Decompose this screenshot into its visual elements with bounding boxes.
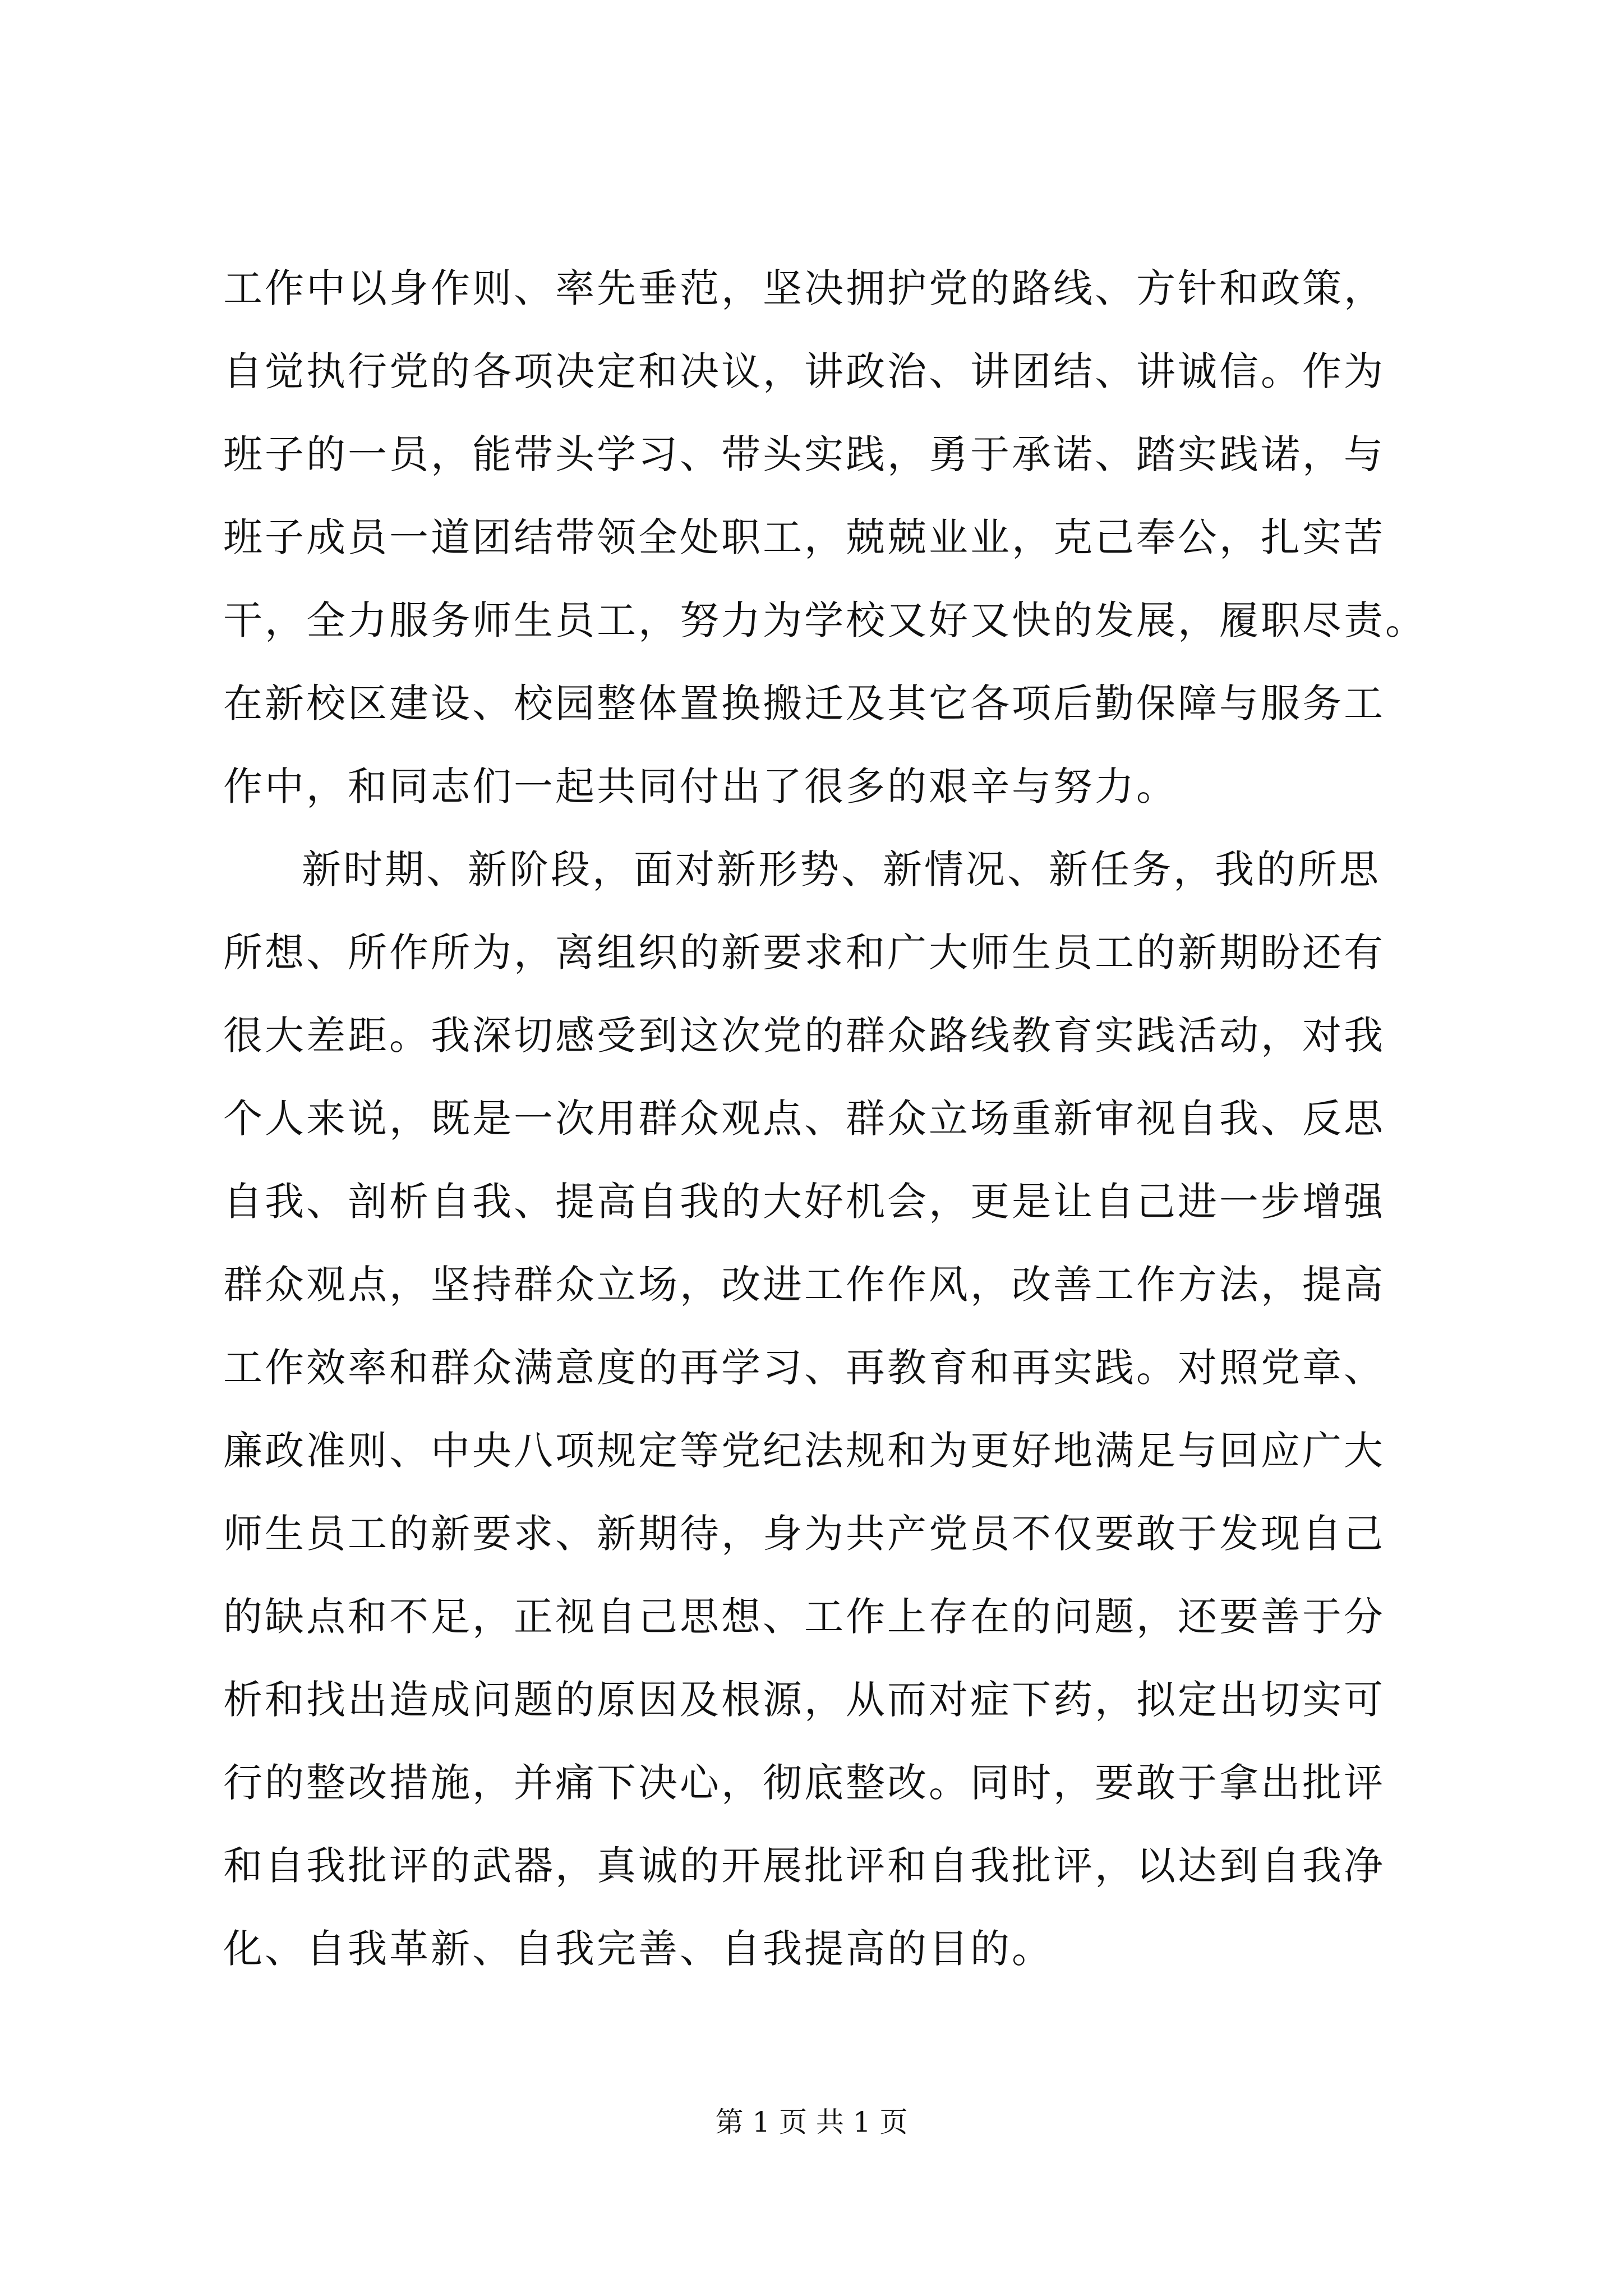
text-line: 析和找出造成问题的原因及根源，从而对症下药，拟定出切实可 <box>223 1677 1385 1723</box>
text-line-first: 新时期、新阶段，面对新形势、新情况、新任务，我的所思 <box>302 846 1381 892</box>
text-line: 化、自我革新、自我完善、自我提高的目的。 <box>223 1926 1053 1972</box>
text-line: 班子成员一道团结带领全处职工，兢兢业业，克己奉公，扎实苦 <box>223 514 1385 560</box>
text-line: 廉政准则、中央八项规定等党纪法规和为更好地满足与回应广大 <box>223 1428 1385 1474</box>
text-line: 很大差距。我深切感受到这次党的群众路线教育实践活动，对我 <box>223 1013 1385 1059</box>
document-body <box>223 247 1427 1990</box>
text-line: 师生员工的新要求、新期待，身为共产党员不仅要敢于发现自己 <box>223 1511 1385 1557</box>
text-line: 行的整改措施，并痛下决心，彻底整改。同时，要敢于拿出批评 <box>223 1760 1385 1806</box>
text-line: 工作中以身作则、率先垂范，坚决拥护党的路线、方针和政策， <box>223 265 1385 311</box>
text-line: 群众观点，坚持群众立场，改进工作作风，改善工作方法，提高 <box>223 1262 1385 1308</box>
paragraph-2 <box>223 828 1423 1990</box>
text-line: 班子的一员，能带头学习、带头实践，勇于承诺、踏实践诺，与 <box>223 431 1385 477</box>
text-line: 个人来说，既是一次用群众观点、群众立场重新审视自我、反思 <box>223 1096 1385 1142</box>
text-line: 在新校区建设、校园整体置换搬迁及其它各项后勤保障与服务工 <box>223 680 1385 726</box>
page-number-footer: 第 1 页 共 1 页 <box>715 2106 908 2138</box>
text-line: 的缺点和不足，正视自己思想、工作上存在的问题，还要善于分 <box>223 1594 1385 1640</box>
text-line: 工作效率和群众满意度的再学习、再教育和再实践。对照党章、 <box>223 1345 1385 1391</box>
text-line: 自我、剖析自我、提高自我的大好机会，更是让自己进一步增强 <box>223 1179 1385 1225</box>
text-line: 自觉执行党的各项决定和决议，讲政治、讲团结、讲诚信。作为 <box>223 348 1385 394</box>
text-line: 作中，和同志们一起共同付出了很多的艰辛与努力。 <box>223 763 1178 809</box>
text-line: 所想、所作所为，离组织的新要求和广大师生员工的新期盼还有 <box>223 930 1385 976</box>
text-line: 和自我批评的武器，真诚的开展批评和自我批评，以达到自我净 <box>223 1843 1385 1889</box>
paragraph-1 <box>223 247 1427 828</box>
text-line: 干，全力服务师生员工，努力为学校又好又快的发展，履职尽责。 <box>223 597 1427 643</box>
